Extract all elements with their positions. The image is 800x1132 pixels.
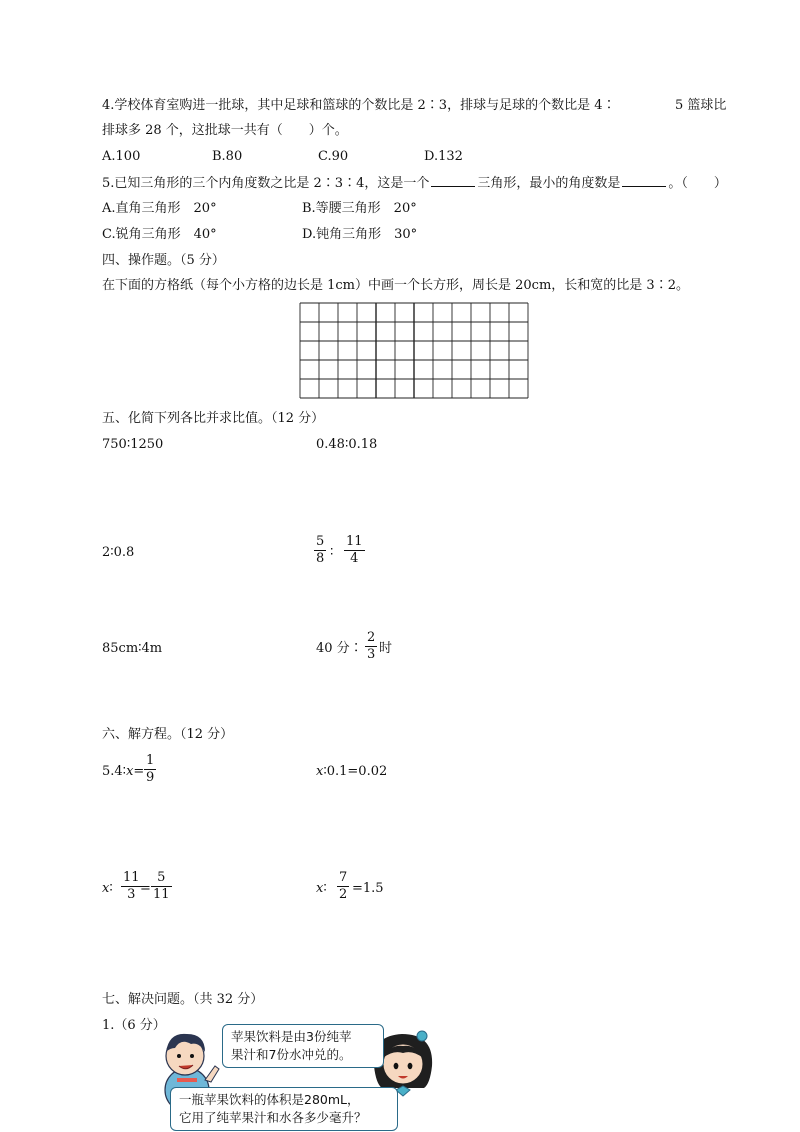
equation-1-pre: 5.4∶ [102, 764, 127, 779]
bubble-boy-line-1: 苹果饮料是由3份纯苹 [231, 1029, 352, 1044]
q5-option-b: B.等腰三角形 20° [302, 201, 417, 216]
fraction-denominator: 9 [146, 770, 155, 785]
q4-line1: 4.学校体育室购进一批球，其中足球和篮球的个数比是 2∶3，排球与足球的个数比是 4∶ [102, 98, 616, 113]
equation-2-rest: ∶0.1=0.02 [323, 764, 388, 779]
ratio-problem-6-fraction [365, 631, 377, 662]
equation-1-var: x [126, 764, 134, 779]
section4-title: 四、操作题。（5 分） [102, 253, 225, 268]
equation-2 [316, 763, 387, 781]
boy-hand [205, 1066, 219, 1082]
equation-3-sep: ∶ [109, 881, 113, 896]
girl-bow-icon [417, 1031, 427, 1041]
q5-blank-1[interactable] [431, 174, 475, 187]
fraction-numerator: 1 [146, 753, 155, 768]
ratio-problem-4-sep: ∶ [330, 545, 334, 560]
section5-title: 五、化简下列各比并求比值。（12 分） [102, 411, 325, 426]
q5-option-c: C.锐角三角形 40° [102, 227, 217, 242]
problem-1-label: 1.（6 分） [102, 1018, 166, 1033]
section6-title: 六、解方程。（12 分） [102, 727, 234, 742]
boy-eye-left [177, 1054, 181, 1058]
q4-option-b: B.80 [212, 149, 243, 164]
q4-line2: 排球多 28 个，这批球一共有（ ）个。 [102, 123, 348, 138]
q5-text-c: 。（ ） [668, 176, 727, 191]
fraction-denominator: 4 [350, 551, 359, 566]
ratio-problem-4-fraction-2 [344, 535, 365, 566]
fraction-denominator: 3 [367, 647, 376, 662]
q4-option-d: D.132 [424, 149, 463, 164]
fraction-numerator: 5 [157, 870, 166, 885]
equation-4-sep: ∶ [323, 881, 327, 896]
equation-1 [102, 763, 144, 781]
fraction-numerator: 5 [316, 534, 325, 549]
fraction-numerator: 11 [346, 534, 363, 549]
equation-3-var: x [102, 881, 110, 896]
ratio-problem-6-post: 时 [379, 641, 393, 656]
girl-eye-right [408, 1063, 413, 1069]
section7-title: 七、解决问题。（共 32 分） [102, 992, 264, 1007]
ratio-problem-2: 0.48∶0.18 [316, 437, 378, 452]
q4-option-a: A.100 [102, 149, 141, 164]
speech-bubble-girl [170, 1087, 398, 1131]
ratio-problem-6-pre: 40 分∶ [316, 641, 363, 656]
equation-4-pre [316, 880, 327, 898]
equation-3-pre [102, 880, 113, 898]
equation-3-fraction-2 [151, 871, 172, 902]
ratio-problem-1: 750∶1250 [102, 437, 164, 452]
bubble-girl-line-2: 它用了纯苹果汁和水各多少毫升？ [179, 1110, 367, 1125]
speech-bubble-boy [222, 1024, 384, 1068]
equation-2-var: x [316, 764, 324, 779]
boy-collar [177, 1078, 197, 1082]
equation-4-fraction [337, 871, 349, 902]
equation-3-eq: = [140, 881, 151, 896]
equation-1-fraction [144, 754, 156, 785]
equation-3-fraction-1 [121, 871, 142, 902]
section4-desc: 在下面的方格纸（每个小方格的边长是 1cm）中画一个长方形，周长是 20cm，长和宽的比是 3∶2。 [102, 278, 689, 293]
q5-text-a: 5.已知三角形的三个内角度数之比是 2∶3∶4，这是一个 [102, 176, 430, 191]
bubble-boy-line-2: 果汁和7份水冲兑的。 [231, 1047, 352, 1062]
fraction-denominator: 8 [316, 551, 325, 566]
fraction-numerator: 7 [339, 870, 348, 885]
fraction-numerator: 2 [367, 630, 376, 645]
equation-4-rest: =1.5 [352, 881, 384, 896]
ratio-problem-5: 85cm∶4m [102, 641, 163, 656]
q5-option-d: D.钝角三角形 30° [302, 227, 418, 242]
fraction-denominator: 2 [339, 887, 348, 902]
q5-text-b: 三角形，最小的角度数是 [477, 176, 621, 191]
q5-text [102, 174, 727, 193]
q4-line1-tail: 5 篮球比 [675, 98, 727, 113]
q5-option-a: A.直角三角形 20° [102, 201, 217, 216]
grid-paper[interactable] [299, 302, 529, 403]
equation-4-var: x [316, 881, 324, 896]
q4-option-c: C.90 [318, 149, 349, 164]
equation-1-eq: = [133, 764, 145, 779]
q5-blank-2[interactable] [622, 174, 666, 187]
ratio-problem-4-fraction-1 [314, 535, 326, 566]
bubble-girl-line-1: 一瓶苹果饮料的体积是280mL， [179, 1092, 360, 1107]
grid-svg [299, 302, 529, 399]
fraction-denominator: 11 [153, 887, 170, 902]
fraction-denominator: 3 [127, 887, 136, 902]
girl-eye-left [394, 1063, 399, 1069]
ratio-problem-3: 2∶0.8 [102, 545, 135, 560]
fraction-numerator: 11 [123, 870, 140, 885]
boy-eye-right [190, 1054, 194, 1058]
